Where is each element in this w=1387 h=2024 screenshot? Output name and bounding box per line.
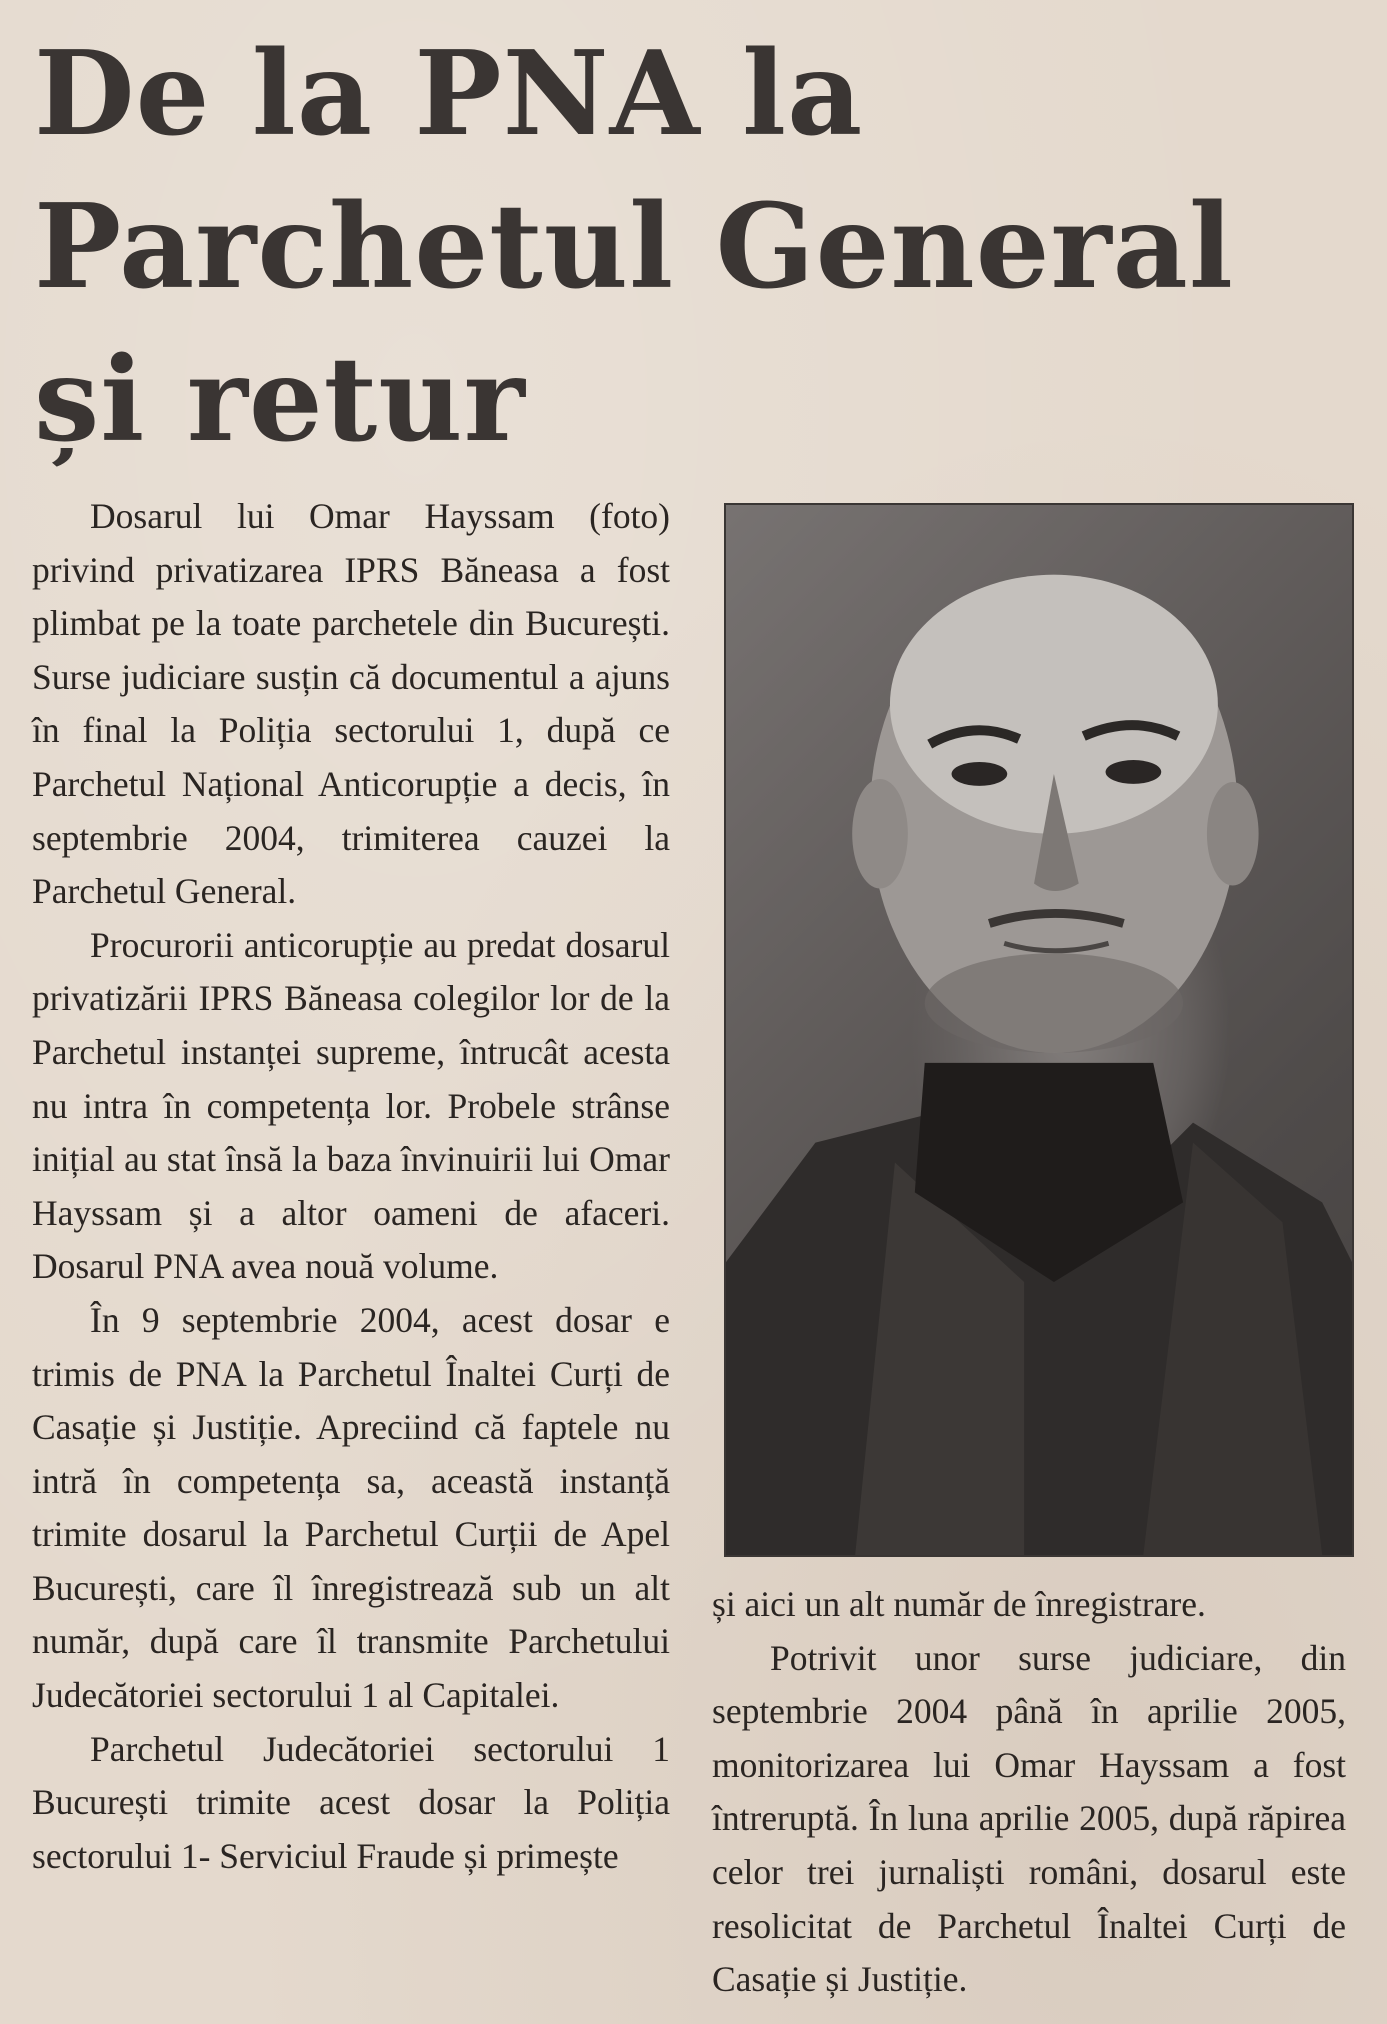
headline-line-3: și retur [34, 332, 526, 468]
portrait-photo [724, 503, 1354, 1557]
paragraph-4: Parchetul Judecătoriei sectorului 1 București trimite acest dosar la Poliția sectorului 1- Serviciul Fraude și primește [32, 1728, 670, 1876]
paragraph-3: În 9 septembrie 2004, acest dosar e trimis de PNA la Parchetul Înaltei Curți de Casație și Justiție. Apreciind că faptele nu intră în competența sa, această instanță trimite dosarul la Parchetul Curții de Apel București, care îl înregistrează sub un alt număr, după care îl transmite Parchetului Judecătoriei sectorului 1 al Capitalei. [32, 1299, 670, 1716]
paragraph-5: Potrivit unor surse judiciare, din septembrie 2004 până în aprilie 2005, monitorizarea lui Omar Hayssam a fost întreruptă. În luna aprilie 2005, după răpirea celor trei jurnaliști români, dosarul este resolicitat de Parchetul Înaltei Curți de Casație și Justiție. [712, 1637, 1346, 2000]
paragraph-2: Procurorii anticorupție au predat dosarul privatizării IPRS Băneasa colegilor lor de la Parchetul instanței supreme, întrucât acesta nu intra în competența lor. Probele strânse inițial au stat însă la baza învinuirii lui Omar Hayssam și a altor oameni de afaceri. Dosarul PNA avea nouă volume. [32, 924, 670, 1287]
headline-line-1: De la PNA la [34, 26, 864, 162]
left-text-column [32, 490, 670, 1883]
article-headline [34, 18, 1334, 477]
headline-line-2: Parchetul General [34, 179, 1234, 315]
paragraph-1: Dosarul lui Omar Hayssam (foto) privind privatizarea IPRS Băneasa a fost plimbat pe la toate parchetele din București. Surse judiciare susțin că documentul a ajuns în final la Poliția sectorului 1, după ce Parchetul Național Anticorupție a decis, în septembrie 2004, trimiterea cauzei la Parchetul General. [32, 496, 670, 912]
paragraph-continuation: și aici un alt număr de înregistrare. [712, 1584, 1206, 1624]
portrait-illustration [726, 505, 1352, 1555]
right-text-column [712, 1578, 1346, 2007]
